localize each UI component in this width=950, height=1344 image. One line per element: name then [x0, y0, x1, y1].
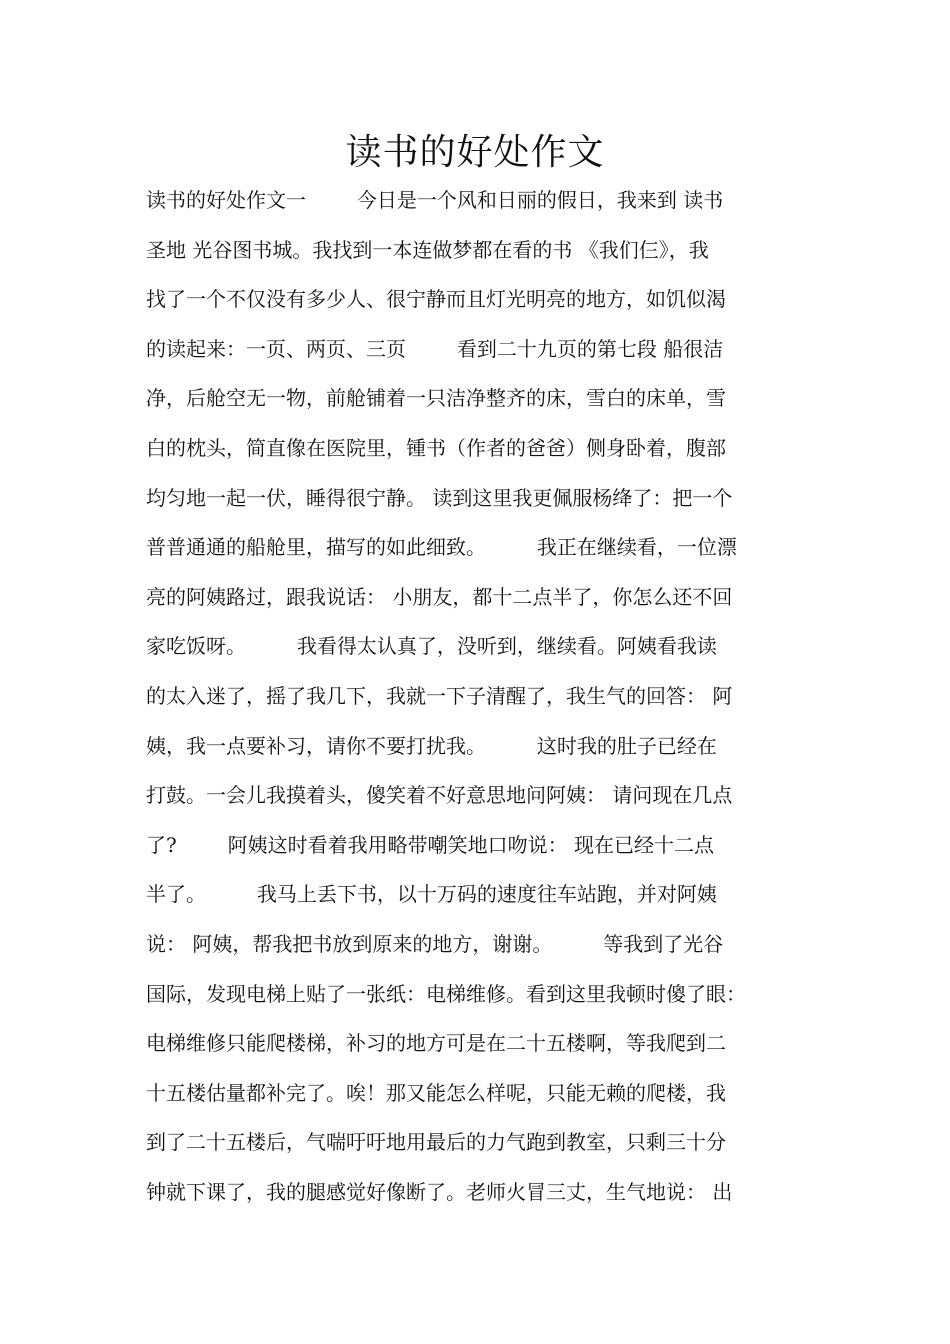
body-line: 普普通通的船舱里，描写的如此细致。 我正在继续看，一位漂: [146, 535, 737, 560]
body-line: 国际，发现电梯上贴了一张纸：电梯维修。看到这里我顿时傻了眼：: [146, 981, 746, 1006]
body-line: 均匀地一起一伏，睡得很宁静。 读到这里我更佩服杨绛了：把一个: [146, 485, 733, 510]
body-line: 家吃饭呀。 我看得太认真了，没听到，继续看。阿姨看我读: [146, 634, 717, 659]
body-line: 圣地 光谷图书城。我找到一本连做梦都在看的书 《我们仨》，我: [146, 237, 709, 262]
body-line: 半了。 我马上丢下书，以十万码的速度往车站跑，并对阿姨: [146, 882, 717, 907]
body-line: 电梯维修只能爬楼梯，补习的地方可是在二十五楼啊，等我爬到二: [146, 1031, 726, 1056]
body-line: 钟就下课了，我的腿感觉好像断了。老师火冒三丈，生气地说： 出: [146, 1179, 733, 1204]
body-line: 姨，我一点要补习，请你不要打扰我。 这时我的肚子已经在: [146, 733, 717, 758]
body-line: 的太入迷了，摇了我几下，我就一下子清醒了，我生气的回答： 阿: [146, 683, 733, 708]
body-line: 找了一个不仅没有多少人、很宁静而且灯光明亮的地方，如饥似渴: [146, 287, 726, 312]
body-line: 了? 阿姨这时看着我用略带嘲笑地口吻说： 现在已经十二点: [146, 832, 714, 857]
body-line: 白的枕头，简直像在医院里，锺书（作者的爸爸）侧身卧着，腹部: [146, 435, 726, 460]
document-body: [146, 176, 826, 1217]
body-line: 的读起来：一页、两页、三页 看到二十九页的第七段 船很洁: [146, 336, 724, 361]
body-line: 读书的好处作文一 今日是一个风和日丽的假日，我来到 读书: [146, 188, 724, 212]
body-line: 打鼓。一会儿我摸着头，傻笑着不好意思地问阿姨： 请问现在几点: [146, 783, 733, 808]
body-line: 到了二十五楼后，气喘吁吁地用最后的力气跑到教室，只剩三十分: [146, 1130, 726, 1155]
document-title: 读书的好处作文: [345, 132, 605, 173]
body-line: 说： 阿姨，帮我把书放到原来的地方，谢谢。 等我到了光谷: [146, 931, 724, 956]
body-line: 亮的阿姨路过，跟我说话： 小朋友，都十二点半了，你怎么还不回: [146, 584, 733, 609]
body-line: 十五楼估量都补完了。唉！那又能怎么样呢，只能无赖的爬楼，我: [146, 1080, 726, 1105]
body-line: 净，后舱空无一物，前舱铺着一只洁净整齐的床，雪白的床单，雪: [146, 386, 726, 411]
